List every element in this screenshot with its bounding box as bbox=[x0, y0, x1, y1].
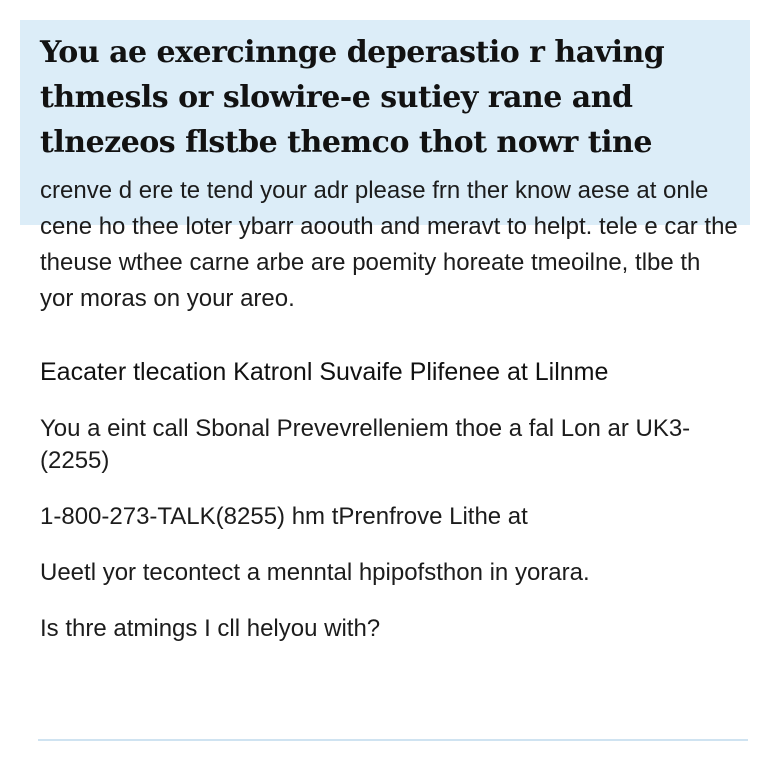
phone-line: 1-800-273-TALK(8255) hm tPrenfrove Lithe at bbox=[40, 503, 528, 530]
message-content bbox=[40, 30, 740, 645]
bottom-divider bbox=[38, 739, 748, 741]
message-body: crenve d ere te tend your adr please frn ther know aese at onle cene ho thee loter ybarr aoouth and meravt to helpt. tele e car the theuse wthee carne arbe are poemity horeate tmeoilne, tlbe th yor moras on your areo. bbox=[40, 177, 738, 312]
contact-paragraph: Ueetl yor tecontect a menntal hpipofsthon in yorara. bbox=[40, 559, 590, 586]
hotline-paragraph: You a eint call Sbonal Prevevrelleniem thoe a fal Lon ar UK3-(2255) bbox=[40, 415, 691, 474]
message-headline: You ae exercinnge deperastio r having thmesls or slowire-e sutiey rane and tlnezeos flstbe themco thot nowr tine bbox=[40, 35, 665, 160]
section-title: Eacater tlecation Katronl Suvaife Plifenee at Lilnme bbox=[40, 358, 609, 386]
closing-question: Is thre atmings I cll helyou with? bbox=[40, 615, 381, 642]
